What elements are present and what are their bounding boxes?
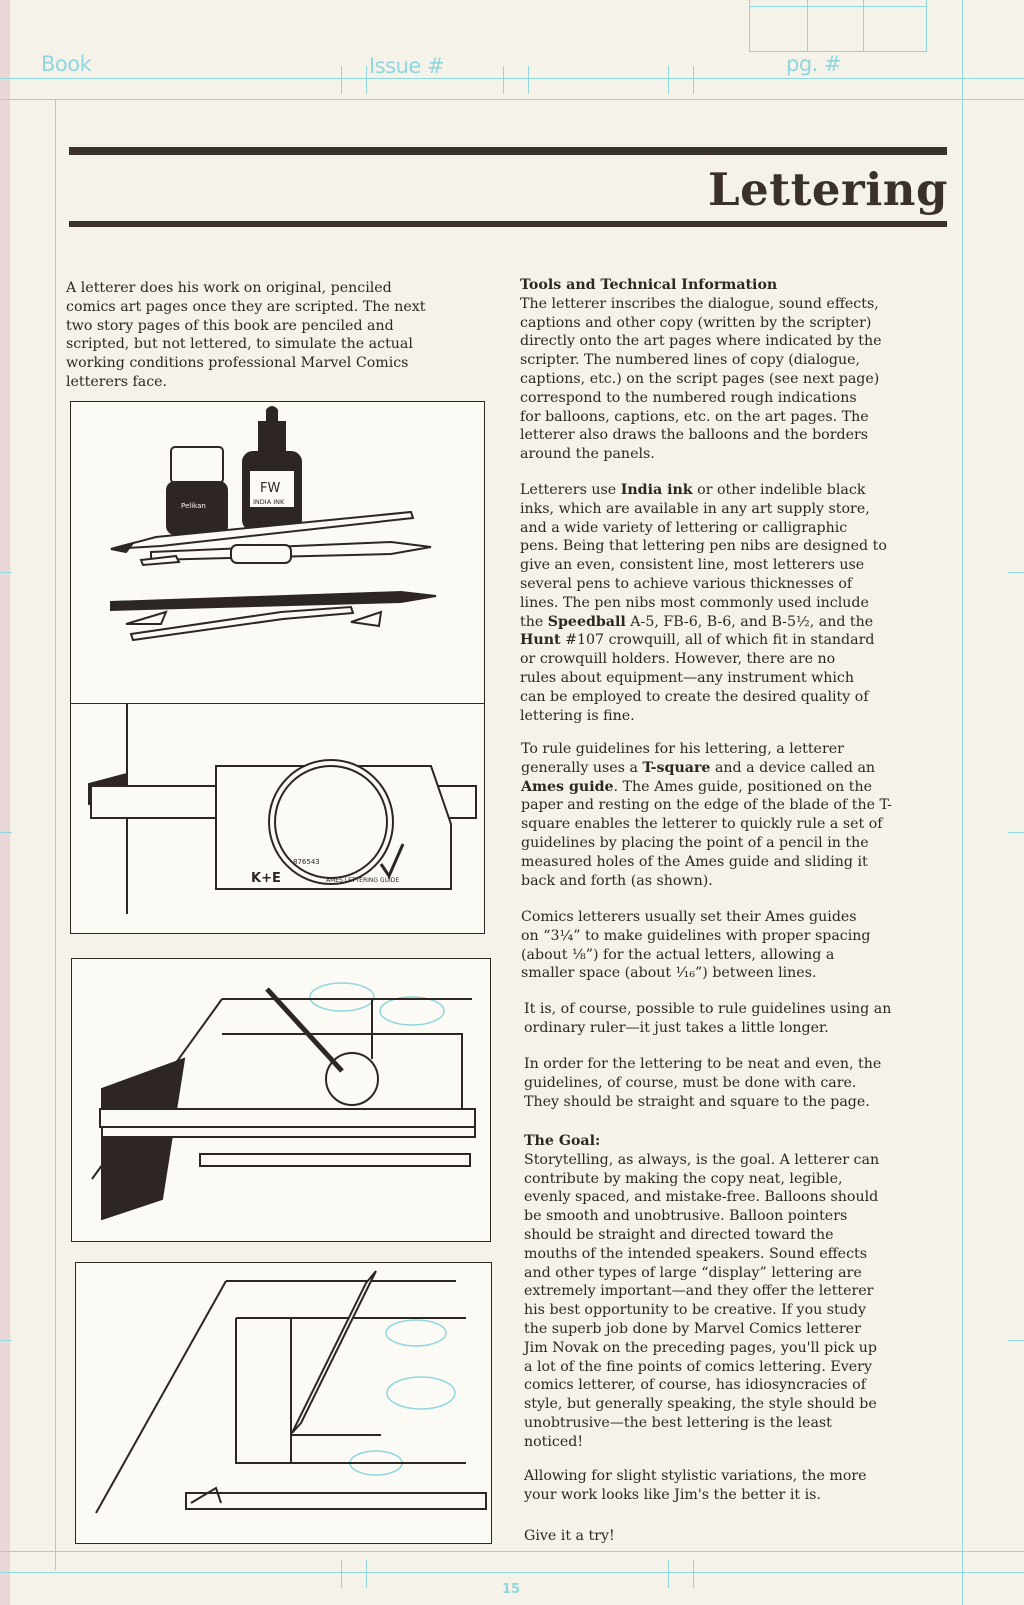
tools-line: around the panels. [520,446,655,463]
left-edge-tick [0,832,12,833]
header-tick [341,66,342,94]
ames-line: on “3¼” to make guidelines with proper spacing [521,927,871,944]
left-edge-tick [0,1340,12,1341]
header-tick [668,66,669,94]
footer-tick [693,1560,694,1588]
allowing-line: your work looks like Jim's the better it is. [524,1486,821,1503]
intro-line: comics art pages once they are scripted. The next [66,298,426,315]
page-label: pg. # [786,52,842,76]
header-tick [366,66,367,94]
left-edge-tick [0,572,12,573]
tools-line: directly onto the art pages where indicated by the [520,333,882,350]
rule-line: guidelines by placing the point of a pencil in the [521,834,869,851]
goal-heading: The Goal: [524,1133,601,1149]
right-edge-tick [1008,572,1024,573]
page-title: Lettering [708,163,948,216]
goal-line: Storytelling, as always, is the goal. A letterer can [524,1151,880,1168]
tools-line: letterer also draws the balloons and the borders [520,427,869,444]
goal-line: contribute by making the copy neat, legible, [524,1170,843,1187]
side-guide-line [962,0,963,1605]
rule-line: back and forth (as shown). [521,872,713,889]
tools-line: captions, etc.) on the script pages (see next page) [520,370,880,387]
goal-line: be smooth and unobtrusive. Balloon pointers [524,1208,848,1225]
rule-line: square enables the letterer to quickly rule a set of [521,816,883,833]
code-box [749,0,927,52]
ames-line: Comics letterers usually set their Ames guides [521,909,857,925]
ruling-guidelines-drawing [72,959,490,1241]
ink-line: and a wide variety of lettering or calligraphic [520,519,848,536]
footer-tick [668,1560,669,1588]
rule-line: measured holes of the Ames guide and sliding it [521,853,868,870]
goal-line: should be straight and directed toward the [524,1226,834,1243]
illustration-tsquare-ames-guide [70,703,485,934]
intro-line: scripted, but not lettered, to simulate the actual [66,336,413,353]
goal-section [524,1132,879,1452]
tsquare-term: T-square [642,759,711,776]
tools-section [520,276,882,464]
tools-line: for balloons, captions, etc. on the art pages. The [520,408,869,425]
goal-line: noticed! [524,1433,584,1450]
ink-line: several pens to achieve various thicknesses of [520,575,853,592]
ink-line: lines. The pen nibs most commonly used include [520,594,869,611]
goal-line: comics letterer, of course, has idiosyncracies of [524,1377,866,1394]
ink-paragraph: Letterers use India ink or other indelible black inks, which are available in any art supply store, and a wide variety of lettering or calligraphic pens. Being that lettering pen nibs are designed to give an even, consistent line, most letterers use several pens to achieve various thicknesses of lines. The pen nibs most commonly used include the Speedball A-5, FB-6, B-6, and B-5½, and the Hunt #107 crowquill, all of which fit in standard or crowquill holders. However, there are no rules about equipment—any instrument which can be employed to create the desired quality of lettering is fine. [520,482,887,724]
goal-line: his best opportunity to be creative. If you study [524,1302,866,1319]
goal-line: mouths of the intended speakers. Sound effects [524,1245,868,1262]
book-label: Book [41,52,92,76]
tools-heading: Tools and Technical Information [520,277,778,293]
intro-line: A letterer does his work on original, penciled [66,280,392,296]
ink-line: give an even, consistent line, most letterers use [520,557,865,574]
rule-line: To rule guidelines for his lettering, a letterer [521,741,844,757]
ruler-line: ordinary ruler—it just takes a little longer. [524,1019,829,1036]
title-rule-bottom [69,221,947,227]
ames-line: smaller space (about ¹⁄₁₆”) between lines. [521,965,817,982]
ink-line: can be employed to create the desired quality of [520,688,869,705]
goal-line: evenly spaced, and mistake-free. Balloons should [524,1189,879,1206]
right-edge-tick [1008,1340,1024,1341]
fw-label: FW [260,481,281,496]
ames-guide-drawing [71,704,484,933]
illustration-inks-and-pens [70,401,485,705]
illustration-ruling-guidelines [71,958,491,1242]
neat-line: guidelines, of course, must be done with care. [524,1074,857,1091]
header-tick [693,66,694,94]
header-guide-line-2 [0,99,1024,100]
pelikan-label: Pelikan [181,502,206,510]
tools-line: correspond to the numbered rough indications [520,389,857,406]
goal-line: and other types of large “display” lettering are [524,1264,862,1281]
goal-line: Jim Novak on the preceding pages, you'll pick up [524,1339,877,1356]
closing-line: Give it a try! [524,1528,615,1544]
speedball-term: Speedball [547,613,626,630]
footer-guide-line-2 [0,1572,1024,1573]
ames-number-label: 876543 [293,858,320,866]
side-guide-line [55,100,56,1570]
goal-line: unobtrusive—the best lettering is the least [524,1414,832,1431]
goal-line: style, but generally speaking, the style should be [524,1396,877,1413]
ames-label: AMES LETTERING GUIDE [326,877,400,884]
tools-line: scripter. The numbered lines of copy (dialogue, [520,352,861,369]
inks-and-pens-drawing [71,402,484,704]
india-ink-term: India ink [620,482,693,498]
intro-line: working conditions professional Marvel Comics [66,355,409,372]
rule-paragraph: To rule guidelines for his lettering, a letterer generally uses a T-square and a device called an Ames guide. The Ames guide, positioned on the paper and resting on the edge of the blade of the T- square enables the letterer to quickly rule a set of guidelines by placing the point of a pencil in the measured holes of the Ames guide and sliding it back and forth (as shown). [521,741,892,889]
ames-guide-term: Ames guide [521,778,614,795]
neat-line: They should be straight and square to the page. [524,1093,870,1110]
ames-line: (about ⅛”) for the actual letters, allowing a [521,946,835,963]
tools-line: captions and other copy (written by the scripter) [520,314,872,331]
intro-line: letterers face. [66,373,168,390]
issue-label: Issue # [369,54,445,78]
footer-guide-line [0,1551,1024,1552]
intro-paragraph [66,279,425,392]
intro-line: two story pages of this book are penciled and [66,317,394,334]
ruler-line: It is, of course, possible to rule guidelines using an [524,1001,892,1017]
title-rule-top [69,147,947,155]
binding-margin [0,0,10,1605]
ruler-paragraph [524,1000,891,1038]
neat-line: In order for the lettering to be neat and even, the [524,1056,882,1072]
india-ink-label: INDIA INK [253,498,285,506]
rule-line: paper and resting on the edge of the blade of the T- [521,797,892,814]
illustration-ordinary-ruler [75,1262,492,1544]
ink-line: or crowquill holders. However, there are no [520,651,836,668]
header-guide-line [0,78,1024,79]
ink-line: pens. Being that lettering pen nibs are designed to [520,538,887,555]
goal-line: extremely important—and they offer the letterer [524,1283,874,1300]
page-number: 15 [502,1582,521,1597]
ames-settings-paragraph [521,908,871,983]
footer-tick [366,1560,367,1588]
allowing-line: Allowing for slight stylistic variations, the more [524,1468,867,1484]
header-tick [503,66,504,94]
ink-line: inks, which are available in any art supply store, [520,500,870,517]
allowing-paragraph [524,1467,867,1505]
goal-line: a lot of the fine points of comics lettering. Every [524,1358,872,1375]
goal-line: the superb job done by Marvel Comics letterer [524,1320,861,1337]
neat-paragraph [524,1055,881,1111]
ke-logo-label: K+E [251,871,281,886]
ruler-drawing [76,1263,491,1543]
ink-line: lettering is fine. [520,707,635,724]
footer-tick [341,1560,342,1588]
tools-line: The letterer inscribes the dialogue, sound effects, [520,295,879,312]
header-tick [528,66,529,94]
ink-line: rules about equipment—any instrument which [520,669,854,686]
right-edge-tick [1008,832,1024,833]
hunt-term: Hunt [520,632,561,649]
